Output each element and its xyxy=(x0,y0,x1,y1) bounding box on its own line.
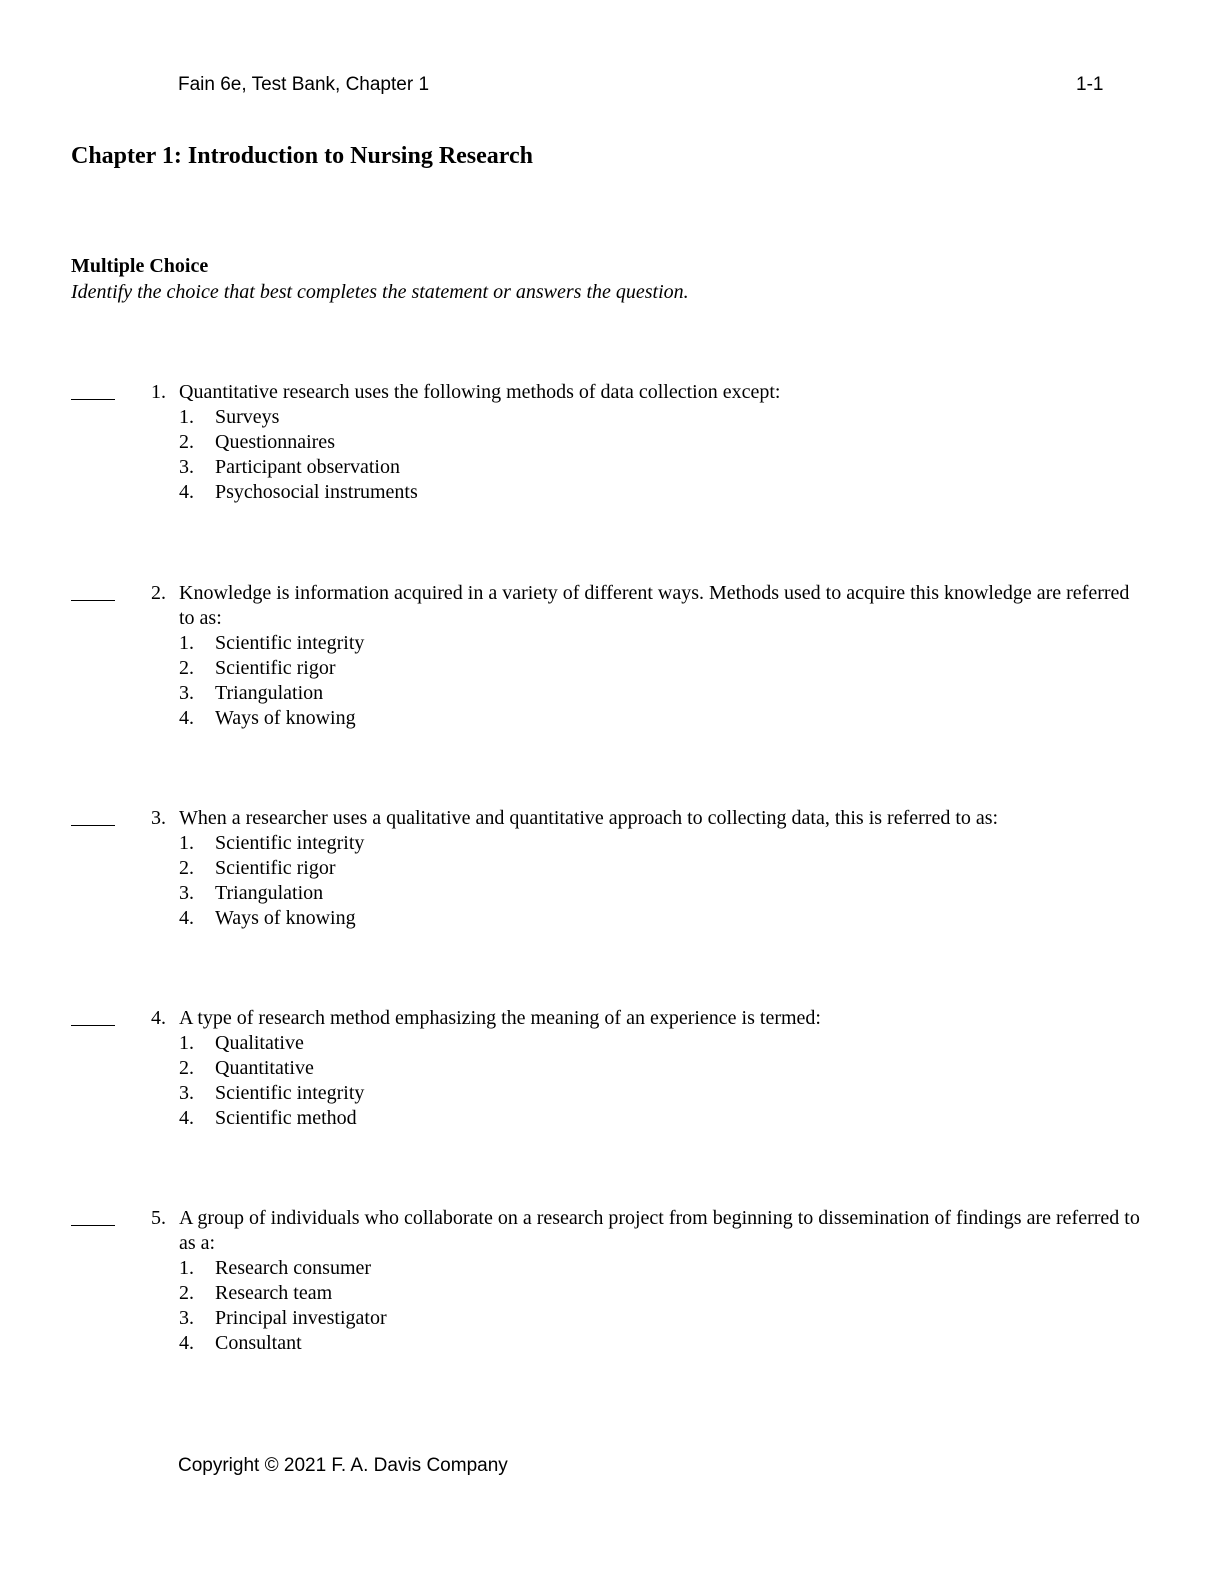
question-text: Quantitative research uses the following methods of data collection except: xyxy=(179,381,781,403)
option-item xyxy=(0,455,1224,480)
option-text: Scientific integrity xyxy=(215,632,365,654)
question-number: 5. xyxy=(151,1207,166,1229)
chapter-title: Chapter 1: Introduction to Nursing Research xyxy=(71,143,534,169)
question-number: 1. xyxy=(151,381,166,403)
question-text: Knowledge is information acquired in a variety of different ways. Methods used to acquire this knowledge are referred to as: xyxy=(179,582,1130,629)
option-item xyxy=(0,1306,1224,1331)
option-text: Scientific integrity xyxy=(215,832,365,854)
option-number: 3. xyxy=(179,456,194,478)
option-text: Psychosocial instruments xyxy=(215,481,418,503)
option-number: 3. xyxy=(179,882,194,904)
question-number: 3. xyxy=(151,807,166,829)
option-number: 1. xyxy=(179,1032,194,1054)
answer-blank[interactable] xyxy=(71,380,115,400)
option-text: Ways of knowing xyxy=(215,707,356,729)
option-item xyxy=(0,881,1224,906)
running-header: Fain 6e, Test Bank, Chapter 1 xyxy=(178,74,430,95)
option-item xyxy=(0,430,1224,455)
option-list xyxy=(0,1256,1224,1356)
option-text: Questionnaires xyxy=(215,431,335,453)
question-text: A group of individuals who collaborate on a research project from beginning to dissemination of findings are referred to as a: xyxy=(179,1207,1140,1254)
option-text: Scientific rigor xyxy=(215,657,336,679)
option-text: Qualitative xyxy=(215,1032,304,1054)
answer-blank[interactable] xyxy=(71,806,115,826)
option-number: 2. xyxy=(179,857,194,879)
option-item xyxy=(0,480,1224,505)
option-item xyxy=(0,706,1224,731)
option-item xyxy=(0,1331,1224,1356)
option-number: 4. xyxy=(179,907,194,929)
option-number: 1. xyxy=(179,406,194,428)
question-number: 4. xyxy=(151,1007,166,1029)
option-text: Principal investigator xyxy=(215,1307,387,1329)
option-item xyxy=(0,856,1224,881)
option-item xyxy=(0,906,1224,931)
option-item xyxy=(0,1256,1224,1281)
option-item xyxy=(0,1031,1224,1056)
answer-blank[interactable] xyxy=(71,1206,115,1226)
option-number: 1. xyxy=(179,832,194,854)
option-number: 4. xyxy=(179,481,194,503)
option-list xyxy=(0,405,1224,505)
option-text: Research consumer xyxy=(215,1257,372,1279)
option-item xyxy=(0,656,1224,681)
option-text: Surveys xyxy=(215,406,280,428)
option-text: Scientific integrity xyxy=(215,1082,365,1104)
option-item xyxy=(0,681,1224,706)
answer-blank[interactable] xyxy=(71,1006,115,1026)
page-number: 1-1 xyxy=(1076,74,1104,95)
option-number: 4. xyxy=(179,707,194,729)
option-text: Participant observation xyxy=(215,456,400,478)
section-instructions: Identify the choice that best completes the statement or answers the question. xyxy=(71,281,689,303)
option-number: 3. xyxy=(179,682,194,704)
option-item xyxy=(0,1056,1224,1081)
option-item xyxy=(0,1106,1224,1131)
option-number: 3. xyxy=(179,1082,194,1104)
option-text: Scientific method xyxy=(215,1107,357,1129)
question-number: 2. xyxy=(151,582,166,604)
option-number: 2. xyxy=(179,657,194,679)
option-number: 2. xyxy=(179,1057,194,1079)
option-item xyxy=(0,831,1224,856)
question-text: When a researcher uses a qualitative and quantitative approach to collecting data, this is referred to as: xyxy=(179,807,999,829)
answer-blank[interactable] xyxy=(71,581,115,601)
option-list xyxy=(0,1031,1224,1131)
option-list xyxy=(0,631,1224,731)
option-text: Research team xyxy=(215,1282,333,1304)
option-number: 3. xyxy=(179,1307,194,1329)
option-item xyxy=(0,405,1224,430)
option-item xyxy=(0,631,1224,656)
option-list xyxy=(0,831,1224,931)
copyright-footer: Copyright © 2021 F. A. Davis Company xyxy=(178,1455,508,1476)
section-title: Multiple Choice xyxy=(71,255,209,277)
option-number: 1. xyxy=(179,632,194,654)
option-number: 4. xyxy=(179,1332,194,1354)
option-number: 1. xyxy=(179,1257,194,1279)
option-item xyxy=(0,1081,1224,1106)
question-text: A type of research method emphasizing the meaning of an experience is termed: xyxy=(179,1007,821,1029)
option-item xyxy=(0,1281,1224,1306)
option-text: Ways of knowing xyxy=(215,907,356,929)
option-text: Triangulation xyxy=(215,682,324,704)
option-number: 2. xyxy=(179,431,194,453)
option-text: Quantitative xyxy=(215,1057,314,1079)
option-number: 4. xyxy=(179,1107,194,1129)
option-text: Triangulation xyxy=(215,882,324,904)
option-text: Consultant xyxy=(215,1332,302,1354)
option-number: 2. xyxy=(179,1282,194,1304)
option-text: Scientific rigor xyxy=(215,857,336,879)
